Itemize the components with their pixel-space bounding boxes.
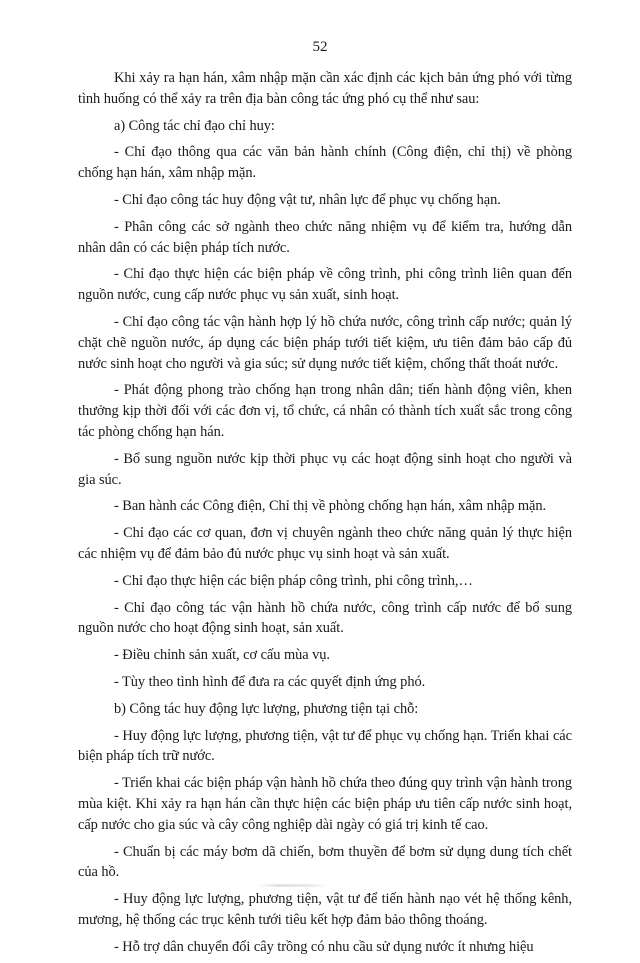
intro-paragraph: Khi xảy ra hạn hán, xâm nhập mặn cần xác định các kịch bản ứng phó với từng tình huống có thể xảy ra trên địa bàn công tác ứng phó cụ thể như sau: [78,70,572,107]
list-item: - Phát động phong trào chống hạn trong nhân dân; tiến hành động viên, khen thưởng kịp thời đối với các đơn vị, tổ chức, cá nhân có thành tích xuất sắc trong công tác phòng chống hạn hán. [78,382,572,440]
document-body [78,68,572,963]
list-item: - Chỉ đạo thực hiện các biện pháp về công trình, phi công trình liên quan đến nguồn nước, cung cấp nước phục vụ sản xuất, sinh hoạt. [78,266,572,304]
section-heading-b: b) Công tác huy động lực lượng, phương tiện tại chỗ: [114,700,419,717]
list-item: - Điều chỉnh sản xuất, cơ cấu mùa vụ. [114,647,330,664]
list-item: - Tùy theo tình hình để đưa ra các quyết định ứng phó. [114,673,426,690]
list-item: - Bổ sung nguồn nước kịp thời phục vụ các hoạt động sinh hoạt cho người và gia súc. [78,450,572,488]
list-item: - Ban hành các Công điện, Chỉ thị về phòng chống hạn hán, xâm nhập mặn. [114,498,547,515]
page-number: 52 [312,39,328,55]
list-item: - Huy động lực lượng, phương tiện, vật tư để tiến hành nạo vét hệ thống kênh, mương, hệ thống các trục kênh tưới tiêu kết hợp đảm bảo thông thoáng. [78,891,572,928]
list-item: - Chuẩn bị các máy bơm dã chiến, bơm thuyền để bơm sử dụng dung tích chết của hồ. [78,843,572,881]
list-item: - Chỉ đạo thông qua các văn bản hành chính (Công điện, chỉ thị) về phòng chống hạn hán, xâm nhập mặn. [78,144,572,182]
list-item: - Chỉ đạo các cơ quan, đơn vị chuyên ngành theo chức năng quản lý thực hiện các nhiệm vụ để đảm bảo đủ nước phục vụ sinh hoạt và sản xuất. [78,525,572,562]
list-item: - Phân công các sở ngành theo chức năng nhiệm vụ để kiểm tra, hướng dẫn nhân dân có các biện pháp tích nước. [78,218,572,256]
list-item: - Chỉ đạo thực hiện các biện pháp công trình, phi công trình,… [114,572,473,589]
list-item: - Chỉ đạo công tác vận hành hồ chứa nước, công trình cấp nước để bổ sung nguồn nước cho hoạt động sinh hoạt, sản xuất. [78,599,572,637]
list-item: - Chỉ đạo công tác huy động vật tư, nhân lực để phục vụ chống hạn. [114,191,501,208]
scan-artifact [258,884,328,887]
list-item: - Hỗ trợ dân chuyển đổi cây trồng có nhu cầu sử dụng nước ít nhưng hiệu [114,938,534,955]
list-item: - Triển khai các biện pháp vận hành hồ chứa theo đúng quy trình vận hành trong mùa kiệt. Khi xảy ra hạn hán cần thực hiện các biện pháp ưu tiên cấp nước sinh hoạt, cấp nước cho gia súc và cây công nghiệp dài ngày có giá trị kinh tế cao. [78,775,572,833]
list-item: - Huy động lực lượng, phương tiện, vật tư để phục vụ chống hạn. Triển khai các biện pháp tích trữ nước. [78,727,572,765]
section-heading-a: a) Công tác chỉ đạo chỉ huy: [114,117,275,134]
list-item: - Chỉ đạo công tác vận hành hợp lý hồ chứa nước, công trình cấp nước; quản lý chặt chẽ nguồn nước, áp dụng các biện pháp tưới tiết kiệm, ưu tiên đảm bảo cấp đủ nước sinh hoạt cho người và gia súc; sử dụng nước tiết kiệm, chống thất thoát nước. [78,313,572,372]
